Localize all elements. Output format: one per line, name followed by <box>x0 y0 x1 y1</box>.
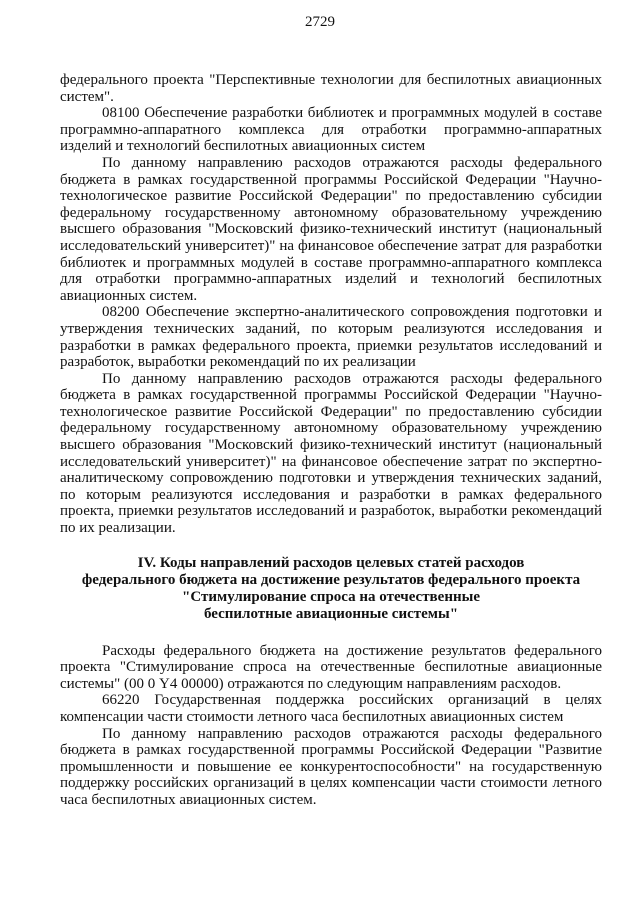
section-heading-line: "Стимулирование спроса на отечественные <box>182 588 480 605</box>
paragraph: Расходы федерального бюджета на достижение результатов федерального проекта "Стимулирование спроса на отечественные беспилотные авиационные системы" (00 0 Y4 00000) отражаются по следующим направлениям расходов. <box>60 642 602 692</box>
section-heading-line: федерального бюджета на достижение результатов федерального проекта <box>81 571 581 588</box>
paragraph: По данному направлению расходов отражаются расходы федерального бюджета в рамках государственной программы Российской Федерации "Научно-технологическое развитие Российской Федерации" по предоставлению субсидии федеральному государственному автономному образовательному учреждению высшего образования "Московский физико-технический институт (национальный исследовательский университет)" на финансовое обеспечение затрат по экспертно-аналитическому сопровождению подготовки и утверждения технических заданий, по которым реализуются исследования и разработки в рамках федерального проекта, приемки результатов исследований и разработок, выработки рекомендаций по их реализации. <box>60 370 602 537</box>
section-heading <box>60 555 602 623</box>
paragraph: По данному направлению расходов отражаются расходы федерального бюджета в рамках государственной программы Российской Федерации "Научно-технологическое развитие Российской Федерации" по предоставлению субсидии федеральному государственному автономному образовательному учреждению высшего образования "Московский физико-технический институт (национальный исследовательский университет)" на финансовое обеспечение затрат для разработки библиотек и программных модулей в составе программно-аппаратного комплекса для отработки программно-аппаратных изделий и технологий беспилотных авиационных систем. <box>60 154 602 304</box>
paragraph: 08100 Обеспечение разработки библиотек и программных модулей в составе программно-аппаратного комплекса для отработки программно-аппаратных изделий и технологий беспилотных авиационных систем <box>60 105 602 155</box>
section-heading-line: IV. Коды направлений расходов целевых статей расходов <box>137 554 525 571</box>
paragraph: федерального проекта "Перспективные технологии для беспилотных авиационных систем". <box>60 72 602 105</box>
section-heading-line: беспилотные авиационные системы" <box>203 605 459 622</box>
paragraph: 66220 Государственная поддержка российских организаций в целях компенсации части стоимости летного часа беспилотных авиационных систем <box>60 692 602 725</box>
page-number: 2729 <box>305 14 335 30</box>
paragraph: 08200 Обеспечение экспертно-аналитического сопровождения подготовки и утверждения технических заданий, по которым реализуются исследования и разработки в рамках федерального проекта, приемки результатов исследований и разработок, выработки рекомендаций по их реализации <box>60 304 602 371</box>
document-body <box>60 72 602 809</box>
paragraph: По данному направлению расходов отражаются расходы федерального бюджета в рамках государственной программы Российской Федерации "Развитие промышленности и повышение ее конкурентоспособности" на государственную поддержку российских организаций в целях компенсации части стоимости летного часа беспилотных авиационных систем. <box>60 725 602 808</box>
